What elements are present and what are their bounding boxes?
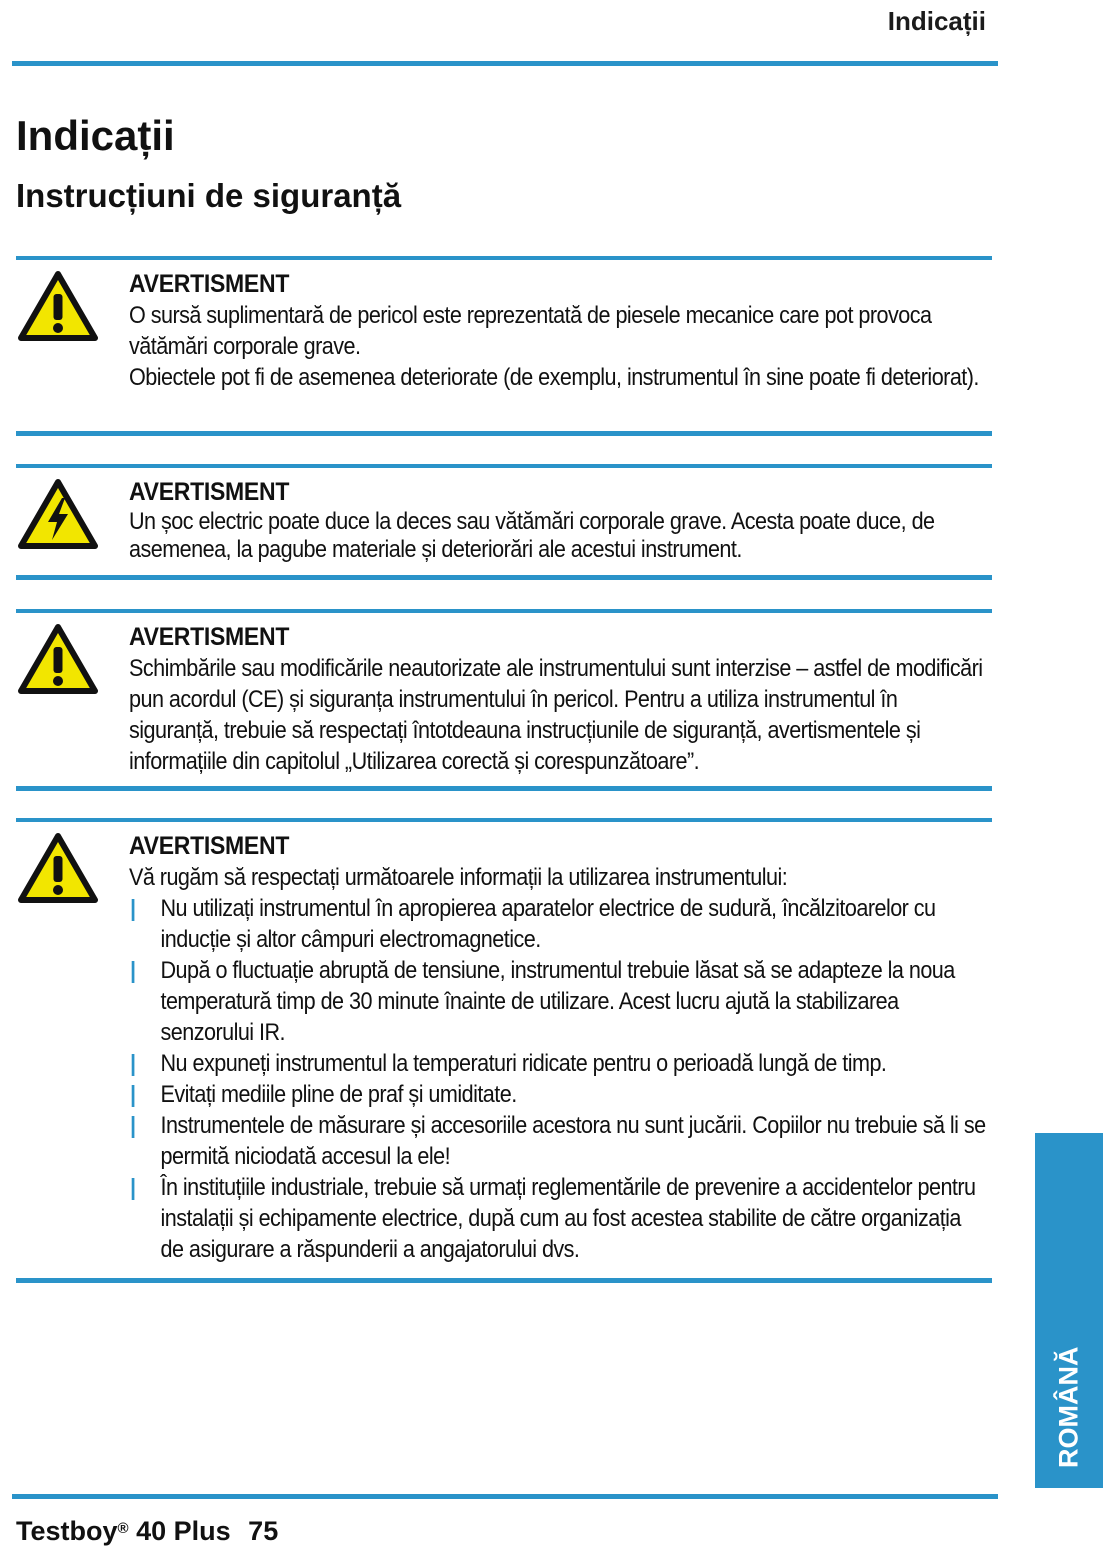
- warning-body-4: [129, 830, 988, 1265]
- warning-paragraph: Schimbările sau modificările neautorizate ale instrumentului sunt interzise – astfel de modificări pun acordul (CE) și siguranța instrumentului în pericol. Pentru a utiliza instrumentul în siguranță, trebuie să respectați întotdeauna instrucțiunile de siguranță, avertismentele și informațiile din capitolul „Utilizarea corectă și corespunzătoare”.: [129, 655, 983, 775]
- bullet-bar-icon: [132, 1085, 135, 1107]
- warning-body-3: [129, 621, 988, 777]
- warning-title: AVERTISMENT: [129, 623, 290, 651]
- warning-paragraph: Un șoc electric poate duce la deces sau vătămări corporale grave. Acesta poate duce, de asemenea, la pagube materiale și deteriorări ale acestui instrument.: [129, 508, 935, 563]
- exclamation-warning-icon: [18, 832, 98, 904]
- registered-mark: ®: [117, 1520, 129, 1537]
- language-tab-label: ROMÂNĂ: [1053, 1346, 1084, 1468]
- warning-paragraph: Obiectele pot fi de asemenea deteriorate (de exemplu, instrumentul în sine poate fi deteriorat).: [129, 364, 979, 391]
- list-item: [129, 893, 987, 955]
- page-title: Indicații: [16, 112, 175, 159]
- list-item-text: Nu utilizați instrumentul în apropierea aparatelor electrice de sudură, încălzitoarelor cu inducție și altor câmpuri electromagnetice.: [160, 895, 936, 953]
- bullet-bar-icon: [132, 1054, 135, 1076]
- list-item: [129, 955, 987, 1048]
- header-title: Indicații: [887, 6, 986, 36]
- list-item-text: În instituțiile industriale, trebuie să urmați reglementările de prevenire a accidentelor pentru instalații și echipamente electrice, după cum au fost acestea stabilite de către organizația de asigurare a răspunderii a angajatorului dvs.: [160, 1174, 976, 1263]
- footer-brand: Testboy: [16, 1516, 118, 1546]
- list-item-text: Nu expuneți instrumentul la temperaturi ridicate pentru o perioadă lungă de timp.: [160, 1050, 887, 1077]
- warning-title: AVERTISMENT: [129, 478, 290, 506]
- exclamation-warning-icon: [18, 270, 98, 342]
- list-item: [129, 1110, 987, 1172]
- header-rule: [12, 61, 998, 66]
- warning-box-1: [16, 256, 992, 436]
- list-item: [129, 1172, 987, 1265]
- section-title: Instrucțiuni de siguranță: [16, 177, 402, 214]
- list-item-text: Instrumentele de măsurare și accesoriile acestora nu sunt jucării. Copiilor nu trebuie să li se permită niciodată accesul la ele!: [160, 1112, 986, 1170]
- warning-box-3: [16, 609, 992, 791]
- warning-title: AVERTISMENT: [129, 832, 290, 860]
- bullet-bar-icon: [132, 1178, 135, 1200]
- electric-shock-warning-icon: [18, 478, 98, 550]
- page-number: 75: [248, 1516, 279, 1546]
- footer-model: 40 Plus: [136, 1516, 231, 1546]
- footer-rule: [12, 1494, 998, 1499]
- warning-body-1: [129, 268, 988, 393]
- warning-paragraph: O sursă suplimentară de pericol este reprezentată de piesele mecanice care pot provoca vătămări corporale grave.: [129, 302, 932, 360]
- list-item: [129, 1048, 987, 1079]
- exclamation-warning-icon: [18, 623, 98, 695]
- warning-box-2: [16, 464, 992, 580]
- list-item-text: Evitați mediile pline de praf și umiditate.: [160, 1081, 517, 1108]
- list-item-text: După o fluctuație abruptă de tensiune, instrumentul trebuie lăsat să se adapteze la noua temperatură timp de 30 minute înainte de utilizare. Acest lucru ajută la stabilizarea senzorului IR.: [160, 957, 955, 1046]
- warning-title: AVERTISMENT: [129, 270, 290, 298]
- bullet-list: [129, 893, 987, 1265]
- bullet-bar-icon: [132, 961, 135, 983]
- bullet-bar-icon: [132, 899, 135, 921]
- list-item: [129, 1079, 987, 1110]
- warning-intro: Vă rugăm să respectați următoarele informații la utilizarea instrumentului:: [129, 864, 788, 891]
- footer: [16, 1516, 278, 1547]
- bullet-bar-icon: [132, 1116, 135, 1138]
- language-tab: [1035, 1133, 1103, 1488]
- warning-box-4: [16, 818, 992, 1283]
- warning-body-2: [129, 476, 988, 564]
